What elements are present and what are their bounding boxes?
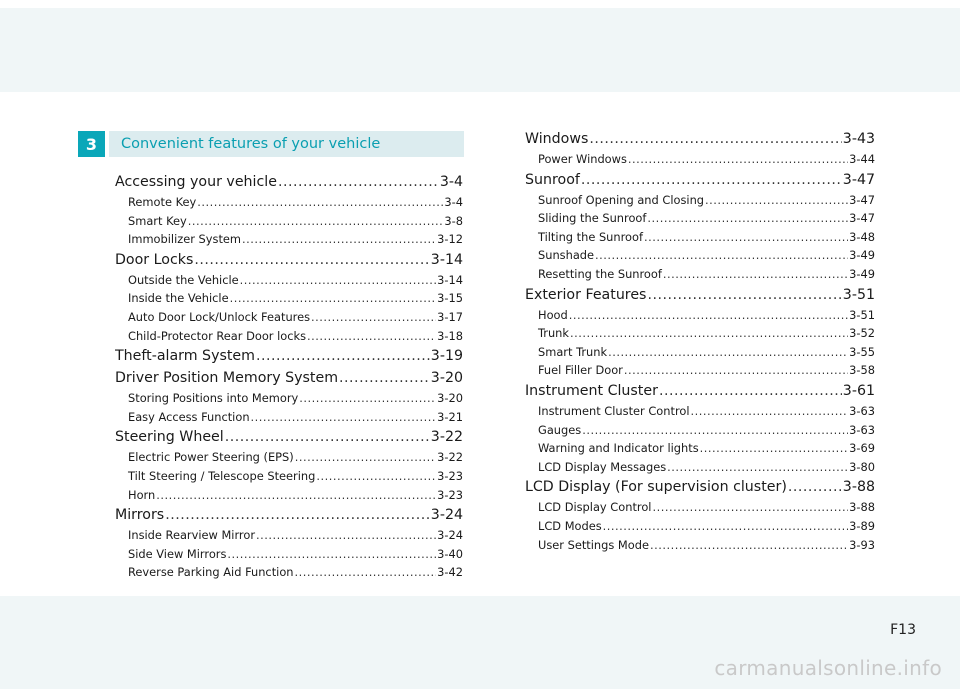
toc-entry-title: Sunshade xyxy=(538,248,595,263)
dot-leader xyxy=(197,193,443,212)
toc-entry-page: 3-51 xyxy=(842,286,875,303)
dot-leader xyxy=(628,150,848,169)
toc-entry-title: Auto Door Lock/Unlock Features xyxy=(128,309,311,324)
toc-entry-title: Smart Trunk xyxy=(538,344,608,359)
dot-leader xyxy=(307,327,436,346)
toc-left-column xyxy=(115,171,463,582)
dot-leader xyxy=(595,246,848,265)
dot-leader xyxy=(256,526,436,545)
toc-entry-title: LCD Display (For supervision cluster) xyxy=(525,479,787,496)
toc-entry-title: Trunk xyxy=(538,326,570,341)
toc-entry-title: Steering Wheel xyxy=(115,429,224,446)
dot-leader xyxy=(691,402,849,421)
toc-subsection-entry[interactable] xyxy=(525,343,875,362)
toc-entry-title: Door Locks xyxy=(115,251,194,268)
toc-subsection-entry[interactable] xyxy=(115,193,463,212)
toc-entry-page: 3-51 xyxy=(849,307,875,322)
toc-entry-title: Horn xyxy=(128,487,156,502)
toc-entry-title: Instrument Cluster xyxy=(525,382,658,399)
toc-entry-title: Driver Position Memory System xyxy=(115,370,339,387)
toc-entry-title: LCD Modes xyxy=(538,518,602,533)
chapter-number: 3 xyxy=(78,131,105,157)
toc-entry-title: Mirrors xyxy=(115,507,165,524)
toc-subsection-entry[interactable] xyxy=(525,421,875,440)
dot-leader xyxy=(647,284,841,306)
toc-entry-page: 3-47 xyxy=(849,211,875,226)
toc-entry-page: 3-48 xyxy=(849,229,875,244)
toc-entry-page: 3-52 xyxy=(849,326,875,341)
dot-leader xyxy=(299,389,436,408)
toc-entry-page: 3-14 xyxy=(437,272,463,287)
dot-leader xyxy=(603,517,848,536)
toc-subsection-entry[interactable] xyxy=(525,361,875,380)
toc-entry-page: 3-40 xyxy=(437,546,463,561)
toc-subsection-entry[interactable] xyxy=(115,271,463,290)
dot-leader xyxy=(311,308,436,327)
toc-entry-page: 3-24 xyxy=(437,528,463,543)
toc-entry-title: Child-Protector Rear Door locks xyxy=(128,328,307,343)
page-number: F13 xyxy=(890,622,916,638)
dot-leader xyxy=(700,439,849,458)
toc-entry-title: Sliding the Sunroof xyxy=(538,211,647,226)
toc-entry-title: Instrument Cluster Control xyxy=(538,403,690,418)
toc-entry-page: 3-20 xyxy=(430,370,463,387)
toc-section-entry[interactable] xyxy=(115,504,463,526)
dot-leader xyxy=(225,426,430,448)
toc-entry-page: 3-23 xyxy=(437,487,463,502)
dot-leader xyxy=(650,536,848,555)
toc-section-entry[interactable] xyxy=(115,426,463,448)
toc-entry-page: 3-47 xyxy=(849,192,875,207)
dot-leader xyxy=(230,289,437,308)
toc-entry-title: Fuel Filler Door xyxy=(538,363,623,378)
toc-entry-page: 3-14 xyxy=(430,251,463,268)
toc-entry-page: 3-4 xyxy=(444,195,463,209)
toc-entry-page: 3-89 xyxy=(849,518,875,533)
toc-entry-title: Inside Rearview Mirror xyxy=(128,528,256,543)
toc-entry-title: Side View Mirrors xyxy=(128,546,227,561)
toc-entry-title: Reverse Parking Aid Function xyxy=(128,565,294,580)
toc-entry-page: 3-80 xyxy=(849,459,875,474)
toc-entry-title: LCD Display Messages xyxy=(538,459,667,474)
toc-subsection-entry[interactable] xyxy=(525,228,875,247)
dot-leader xyxy=(256,345,430,367)
toc-entry-page: 3-22 xyxy=(437,450,463,465)
toc-entry-title: Exterior Features xyxy=(525,286,647,303)
toc-subsection-entry[interactable] xyxy=(115,486,463,505)
toc-subsection-entry[interactable] xyxy=(115,289,463,308)
toc-entry-title: Hood xyxy=(538,307,568,322)
toc-entry-page: 3-93 xyxy=(849,537,875,552)
dot-leader xyxy=(652,498,848,517)
toc-subsection-entry[interactable] xyxy=(525,150,875,169)
toc-entry-page: 3-21 xyxy=(437,409,463,424)
dot-leader xyxy=(339,367,430,389)
toc-entry-page: 3-23 xyxy=(437,468,463,483)
toc-section-entry[interactable] xyxy=(525,128,875,150)
toc-entry-page: 3-19 xyxy=(430,348,463,365)
toc-section-entry[interactable] xyxy=(115,367,463,389)
toc-subsection-entry[interactable] xyxy=(525,458,875,477)
toc-subsection-entry[interactable] xyxy=(525,209,875,228)
toc-right-column xyxy=(525,128,875,554)
toc-entry-page: 3-88 xyxy=(842,479,875,496)
dot-leader xyxy=(659,380,842,402)
dot-leader xyxy=(240,271,436,290)
toc-section-entry[interactable] xyxy=(525,284,875,306)
toc-entry-title: Electric Power Steering (EPS) xyxy=(128,450,294,465)
toc-subsection-entry[interactable] xyxy=(115,563,463,582)
dot-leader xyxy=(295,448,436,467)
dot-leader xyxy=(589,128,841,150)
toc-section-entry[interactable] xyxy=(525,476,875,498)
toc-subsection-entry[interactable] xyxy=(525,517,875,536)
toc-entry-title: Resetting the Sunroof xyxy=(538,266,662,281)
toc-entry-title: Tilting the Sunroof xyxy=(538,229,644,244)
toc-entry-page: 3-18 xyxy=(437,328,463,343)
toc-entry-page: 3-63 xyxy=(849,403,875,418)
dot-leader xyxy=(705,191,848,210)
chapter-title: Convenient features of your vehicle xyxy=(109,131,464,157)
dot-leader xyxy=(582,421,848,440)
top-band xyxy=(0,8,960,92)
toc-entry-title: Smart Key xyxy=(128,213,187,228)
toc-entry-title: Sunroof xyxy=(525,171,580,188)
toc-entry-title: Outside the Vehicle xyxy=(128,272,239,287)
toc-subsection-entry[interactable] xyxy=(115,467,463,486)
toc-entry-page: 3-4 xyxy=(439,174,463,190)
toc-entry-title: Easy Access Function xyxy=(128,409,250,424)
toc-entry-title: Accessing your vehicle xyxy=(115,174,277,190)
dot-leader xyxy=(663,265,848,284)
toc-section-entry[interactable] xyxy=(115,171,463,193)
dot-leader xyxy=(165,504,430,526)
dot-leader xyxy=(647,209,848,228)
toc-entry-page: 3-47 xyxy=(842,171,875,188)
toc-entry-title: User Settings Mode xyxy=(538,537,649,552)
toc-entry-page: 3-61 xyxy=(842,382,875,399)
toc-subsection-entry[interactable] xyxy=(115,448,463,467)
toc-entry-title: Storing Positions into Memory xyxy=(128,391,299,406)
dot-leader xyxy=(570,324,848,343)
dot-leader xyxy=(608,343,848,362)
toc-entry-page: 3-58 xyxy=(849,363,875,378)
dot-leader xyxy=(667,458,848,477)
toc-subsection-entry[interactable] xyxy=(115,327,463,346)
toc-entry-page: 3-88 xyxy=(849,500,875,515)
toc-subsection-entry[interactable] xyxy=(115,308,463,327)
toc-entry-page: 3-8 xyxy=(444,213,463,228)
dot-leader xyxy=(581,169,842,191)
toc-subsection-entry[interactable] xyxy=(525,191,875,210)
toc-entry-page: 3-69 xyxy=(849,441,875,456)
dot-leader xyxy=(156,486,436,505)
toc-subsection-entry[interactable] xyxy=(115,526,463,545)
toc-entry-page: 3-17 xyxy=(437,309,463,324)
toc-entry-page: 3-55 xyxy=(849,344,875,359)
dot-leader xyxy=(278,171,439,193)
toc-entry-title: Tilt Steering / Telescope Steering xyxy=(128,468,316,483)
toc-entry-title: Sunroof Opening and Closing xyxy=(538,192,705,207)
toc-subsection-entry[interactable] xyxy=(115,389,463,408)
dot-leader xyxy=(242,230,436,249)
toc-entry-title: LCD Display Control xyxy=(538,500,652,515)
toc-entry-page: 3-49 xyxy=(849,266,875,281)
dot-leader xyxy=(788,476,842,498)
dot-leader xyxy=(227,545,436,564)
toc-entry-title: Remote Key xyxy=(128,195,197,209)
toc-entry-page: 3-22 xyxy=(430,429,463,446)
toc-entry-page: 3-42 xyxy=(437,565,463,580)
toc-subsection-entry[interactable] xyxy=(525,306,875,325)
dot-leader xyxy=(194,249,429,271)
toc-section-entry[interactable] xyxy=(115,345,463,367)
toc-subsection-entry[interactable] xyxy=(525,265,875,284)
toc-entry-title: Warning and Indicator lights xyxy=(538,441,699,456)
toc-subsection-entry[interactable] xyxy=(525,536,875,555)
toc-subsection-entry[interactable] xyxy=(525,324,875,343)
toc-section-entry[interactable] xyxy=(525,380,875,402)
toc-entry-page: 3-12 xyxy=(437,232,463,247)
toc-entry-page: 3-24 xyxy=(430,507,463,524)
toc-entry-title: Inside the Vehicle xyxy=(128,291,229,306)
toc-subsection-entry[interactable] xyxy=(525,402,875,421)
toc-subsection-entry[interactable] xyxy=(525,498,875,517)
toc-section-entry[interactable] xyxy=(525,169,875,191)
toc-subsection-entry[interactable] xyxy=(115,212,463,231)
toc-subsection-entry[interactable] xyxy=(525,246,875,265)
watermark-text: carmanualsonline.info xyxy=(714,656,942,680)
chapter-header xyxy=(78,131,464,157)
toc-entry-page: 3-49 xyxy=(849,248,875,263)
dot-leader xyxy=(251,408,437,427)
toc-entry-page: 3-15 xyxy=(437,291,463,306)
toc-entry-title: Gauges xyxy=(538,422,582,437)
dot-leader xyxy=(644,228,848,247)
toc-subsection-entry[interactable] xyxy=(525,439,875,458)
toc-entry-page: 3-44 xyxy=(849,152,875,166)
toc-section-entry[interactable] xyxy=(115,249,463,271)
dot-leader xyxy=(316,467,436,486)
dot-leader xyxy=(624,361,848,380)
toc-subsection-entry[interactable] xyxy=(115,408,463,427)
toc-entry-title: Power Windows xyxy=(538,152,627,166)
dot-leader xyxy=(295,563,437,582)
dot-leader xyxy=(569,306,848,325)
toc-entry-page: 3-63 xyxy=(849,422,875,437)
toc-entry-title: Theft-alarm System xyxy=(115,348,255,365)
toc-entry-page: 3-20 xyxy=(437,391,463,406)
toc-entry-title: Immobilizer System xyxy=(128,232,242,247)
dot-leader xyxy=(188,212,444,231)
toc-subsection-entry[interactable] xyxy=(115,230,463,249)
toc-entry-page: 3-43 xyxy=(842,131,875,147)
toc-subsection-entry[interactable] xyxy=(115,545,463,564)
toc-entry-title: Windows xyxy=(525,131,589,147)
